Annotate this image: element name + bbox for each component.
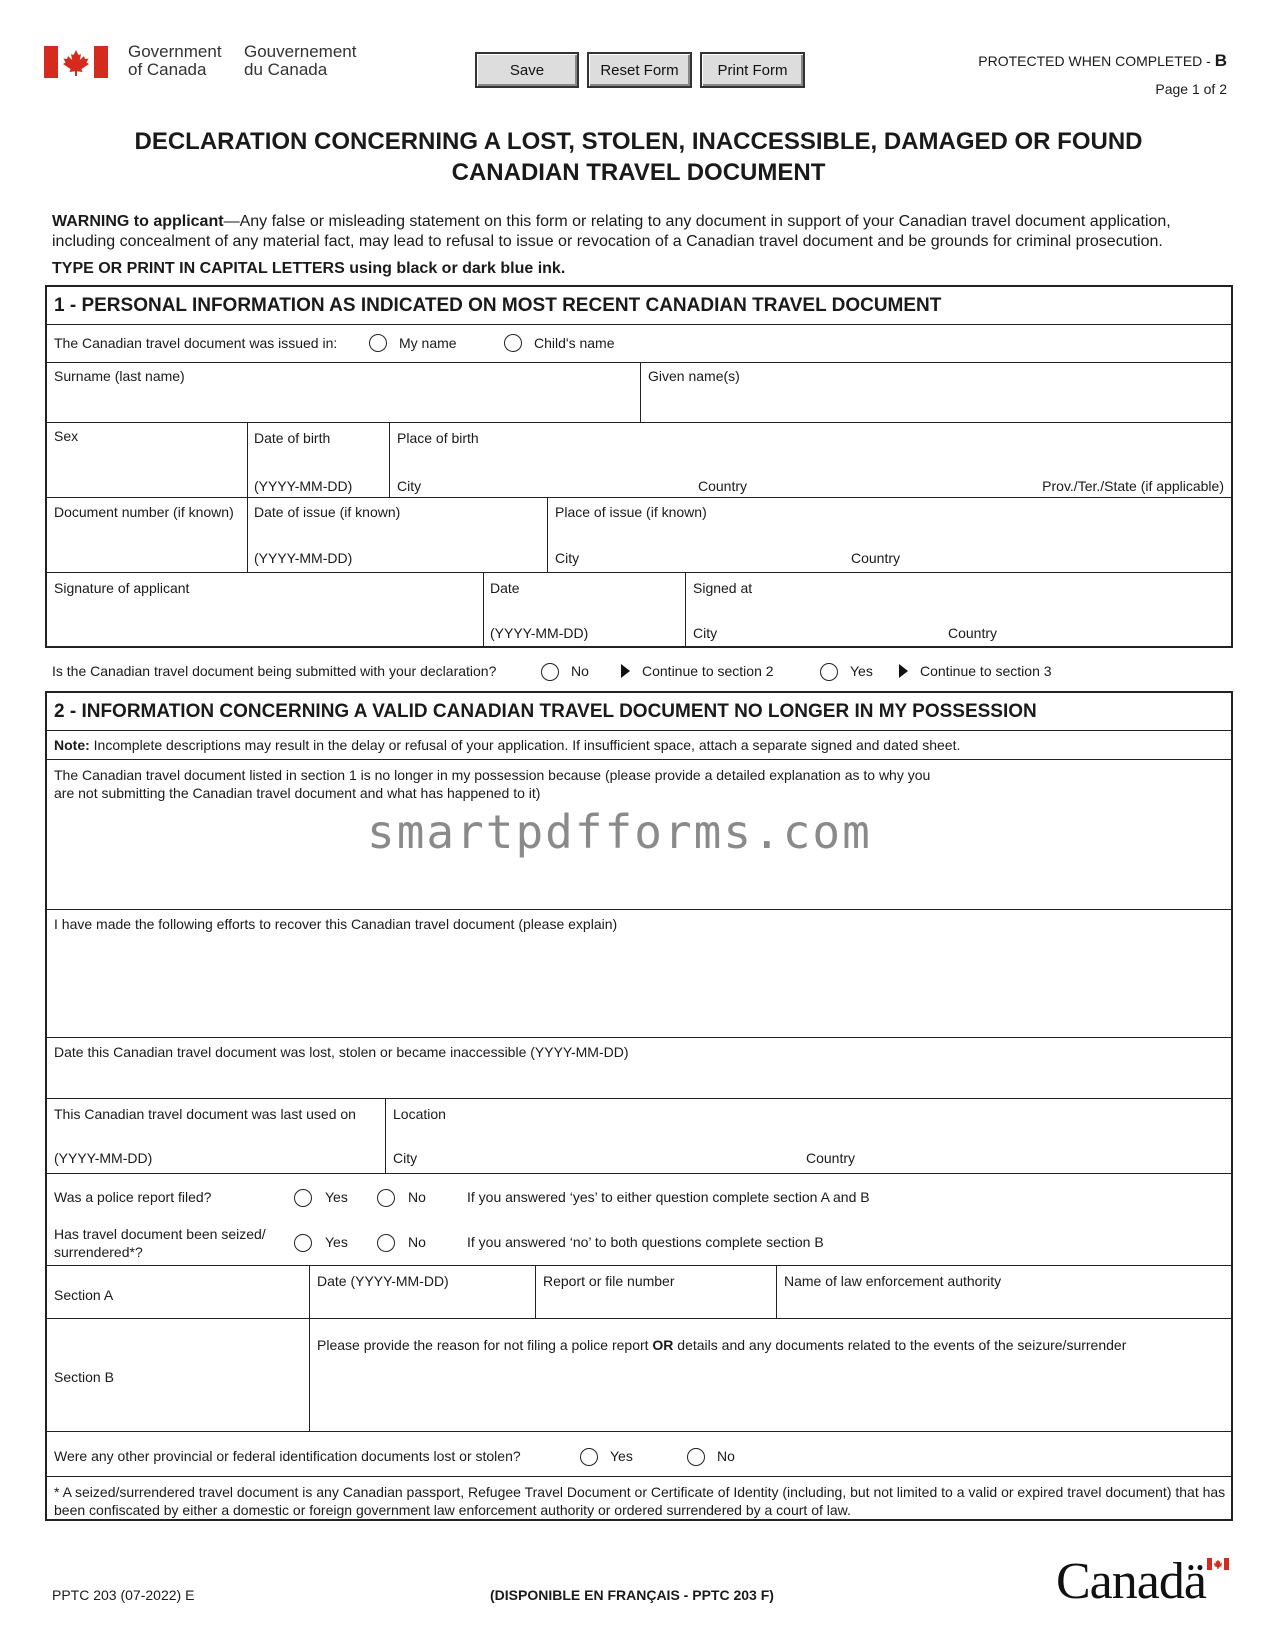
if-yes-instruction: If you answered ‘yes’ to either question complete section A and B — [467, 1189, 870, 1205]
my-name-radio[interactable] — [369, 334, 387, 352]
continue-section-3: Continue to section 3 — [920, 663, 1052, 679]
submitted-yes-label: Yes — [850, 663, 873, 679]
section-2-note: Note: Incomplete descriptions may result in the delay or refusal of your application. If insufficient space, attach a separate signed and dated sheet. — [54, 737, 961, 753]
canada-flag-logo — [44, 46, 108, 78]
other-docs-no-label: No — [717, 1448, 735, 1464]
footnote: * A seized/surrendered travel document is any Canadian passport, Refugee Travel Document or Certificate of Identity (including, but not limited to a valid or expired travel document) that has been confiscated by either a domestic or foreign government law enforcement authority or ordered surrendered by a court of law. — [54, 1484, 1226, 1518]
if-no-instruction: If you answered ‘no’ to both questions complete section B — [467, 1234, 824, 1250]
date-of-issue-label: Date of issue (if known) — [254, 504, 401, 520]
protected-label: PROTECTED WHEN COMPLETED - B — [978, 51, 1227, 70]
continue-section-2: Continue to section 2 — [642, 663, 774, 679]
childs-name-label: Child's name — [534, 335, 615, 351]
issue-country-label: Country — [851, 550, 901, 566]
section-b-label: Section B — [54, 1369, 114, 1385]
submitted-no-label: No — [571, 663, 589, 679]
childs-name-radio[interactable] — [504, 334, 522, 352]
location-country-label: Country — [806, 1150, 856, 1166]
last-used-format: (YYYY-MM-DD) — [54, 1150, 153, 1166]
date-of-issue-format: (YYYY-MM-DD) — [254, 550, 353, 566]
issued-in-label: The Canadian travel document was issued in: — [54, 335, 338, 351]
form-id: PPTC 203 (07-2022) E — [52, 1587, 195, 1603]
seized-no-radio[interactable] — [377, 1234, 395, 1252]
signed-country-label: Country — [948, 625, 998, 641]
signed-at-label: Signed at — [693, 580, 753, 596]
save-button[interactable]: Save — [475, 52, 579, 88]
section-1 — [45, 285, 1233, 648]
signed-city-label: City — [693, 625, 718, 641]
issue-city-label: City — [555, 550, 580, 566]
section-2-heading: 2 - INFORMATION CONCERNING A VALID CANADIAN TRAVEL DOCUMENT NO LONGER IN MY POSSESSION — [54, 701, 1037, 722]
place-of-birth-label: Place of birth — [397, 430, 479, 446]
other-docs-question: Were any other provincial or federal identification documents lost or stolen? — [54, 1448, 521, 1464]
section-1-heading: 1 - PERSONAL INFORMATION AS INDICATED ON MOST RECENT CANADIAN TRAVEL DOCUMENT — [54, 295, 942, 316]
police-yes-label: Yes — [325, 1189, 348, 1205]
canada-wordmark: Canadä — [1056, 1552, 1236, 1612]
french-availability: (DISPONIBLE EN FRANÇAIS - PPTC 203 F) — [490, 1587, 774, 1603]
police-no-label: No — [408, 1189, 426, 1205]
section-a-label: Section A — [54, 1287, 114, 1303]
seized-no-label: No — [408, 1234, 426, 1250]
government-of-canada-en: Government of Canada — [128, 42, 222, 79]
seized-yes-radio[interactable] — [294, 1234, 312, 1252]
section-a-authority-label: Name of law enforcement authority — [784, 1273, 1002, 1289]
birth-city-label: City — [397, 478, 422, 494]
dob-format: (YYYY-MM-DD) — [254, 478, 353, 494]
efforts-label: I have made the following efforts to recover this Canadian travel document (please explain) — [54, 916, 618, 932]
instruction-text: TYPE OR PRINT IN CAPITAL LETTERS using black or dark blue ink. — [52, 260, 566, 277]
other-docs-yes-radio[interactable] — [580, 1448, 598, 1466]
location-city-label: City — [393, 1150, 418, 1166]
reset-form-button[interactable]: Reset Form — [587, 52, 692, 88]
seized-yes-label: Yes — [325, 1234, 348, 1250]
date-lost-label: Date this Canadian travel document was lost, stolen or became inaccessible (YYYY-MM-DD) — [54, 1044, 629, 1060]
warning-text: WARNING to applicant—Any false or misleading statement on this form or relating to any document in support of your Canadian travel document application, including concealment of any material fact, may lead to refusal to issue or revocation of a Canadian travel document and be grounds for criminal prosecution. — [52, 213, 1171, 250]
other-docs-no-radio[interactable] — [687, 1448, 705, 1466]
birth-country-label: Country — [698, 478, 748, 494]
efforts-input[interactable] — [52, 938, 1226, 1022]
surname-input[interactable] — [52, 387, 641, 419]
seized-question: Has travel document been seized/ surrendered*? — [54, 1226, 266, 1260]
location-label: Location — [393, 1106, 446, 1122]
protected-level: B — [1214, 51, 1227, 70]
section-b-instruction: Please provide the reason for not filing a police report OR details and any documents related to the events of the seizure/surrender — [317, 1337, 1127, 1353]
sex-label: Sex — [54, 428, 79, 444]
police-report-question: Was a police report filed? — [54, 1189, 212, 1205]
other-docs-yes-label: Yes — [610, 1448, 633, 1464]
sign-date-format: (YYYY-MM-DD) — [490, 625, 589, 641]
given-names-label: Given name(s) — [648, 368, 740, 384]
arrow-right-icon — [899, 664, 908, 678]
wordmark-flag-icon — [1207, 1558, 1229, 1570]
submitted-no-radio[interactable] — [541, 663, 559, 681]
submitted-yes-radio[interactable] — [820, 663, 838, 681]
arrow-right-icon — [621, 664, 630, 678]
government-of-canada-fr: Gouvernement du Canada — [244, 42, 357, 79]
surname-label: Surname (last name) — [54, 368, 185, 384]
document-number-label: Document number (if known) — [54, 504, 234, 520]
signature-label: Signature of applicant — [54, 580, 190, 596]
police-yes-radio[interactable] — [294, 1189, 312, 1207]
last-used-label: This Canadian travel document was last used on — [54, 1106, 356, 1122]
section-a-report-label: Report or file number — [543, 1273, 675, 1289]
police-no-radio[interactable] — [377, 1189, 395, 1207]
form-title: DECLARATION CONCERNING A LOST, STOLEN, INACCESSIBLE, DAMAGED OR FOUND CANADIAN TRAVEL DOCUMENT — [134, 128, 1143, 186]
dob-label: Date of birth — [254, 430, 331, 446]
submitted-question: Is the Canadian travel document being submitted with your declaration? — [52, 663, 497, 679]
my-name-label: My name — [399, 335, 457, 351]
page-number: Page 1 of 2 — [1155, 81, 1227, 97]
section-2 — [45, 691, 1233, 1521]
birth-prov-label: Prov./Ter./State (if applicable) — [1042, 478, 1224, 494]
given-names-input[interactable] — [647, 387, 1231, 419]
print-form-button[interactable]: Print Form — [700, 52, 805, 88]
place-of-issue-label: Place of issue (if known) — [555, 504, 707, 520]
sign-date-label: Date — [490, 580, 520, 596]
watermark: smartpdfforms.com — [367, 805, 872, 859]
section-a-date-label: Date (YYYY-MM-DD) — [317, 1273, 449, 1289]
reason-label: The Canadian travel document listed in section 1 is no longer in my possession because (please provide a detailed explanation as to why you are not submitting the Canadian travel document and what has happened to it) — [54, 767, 931, 801]
